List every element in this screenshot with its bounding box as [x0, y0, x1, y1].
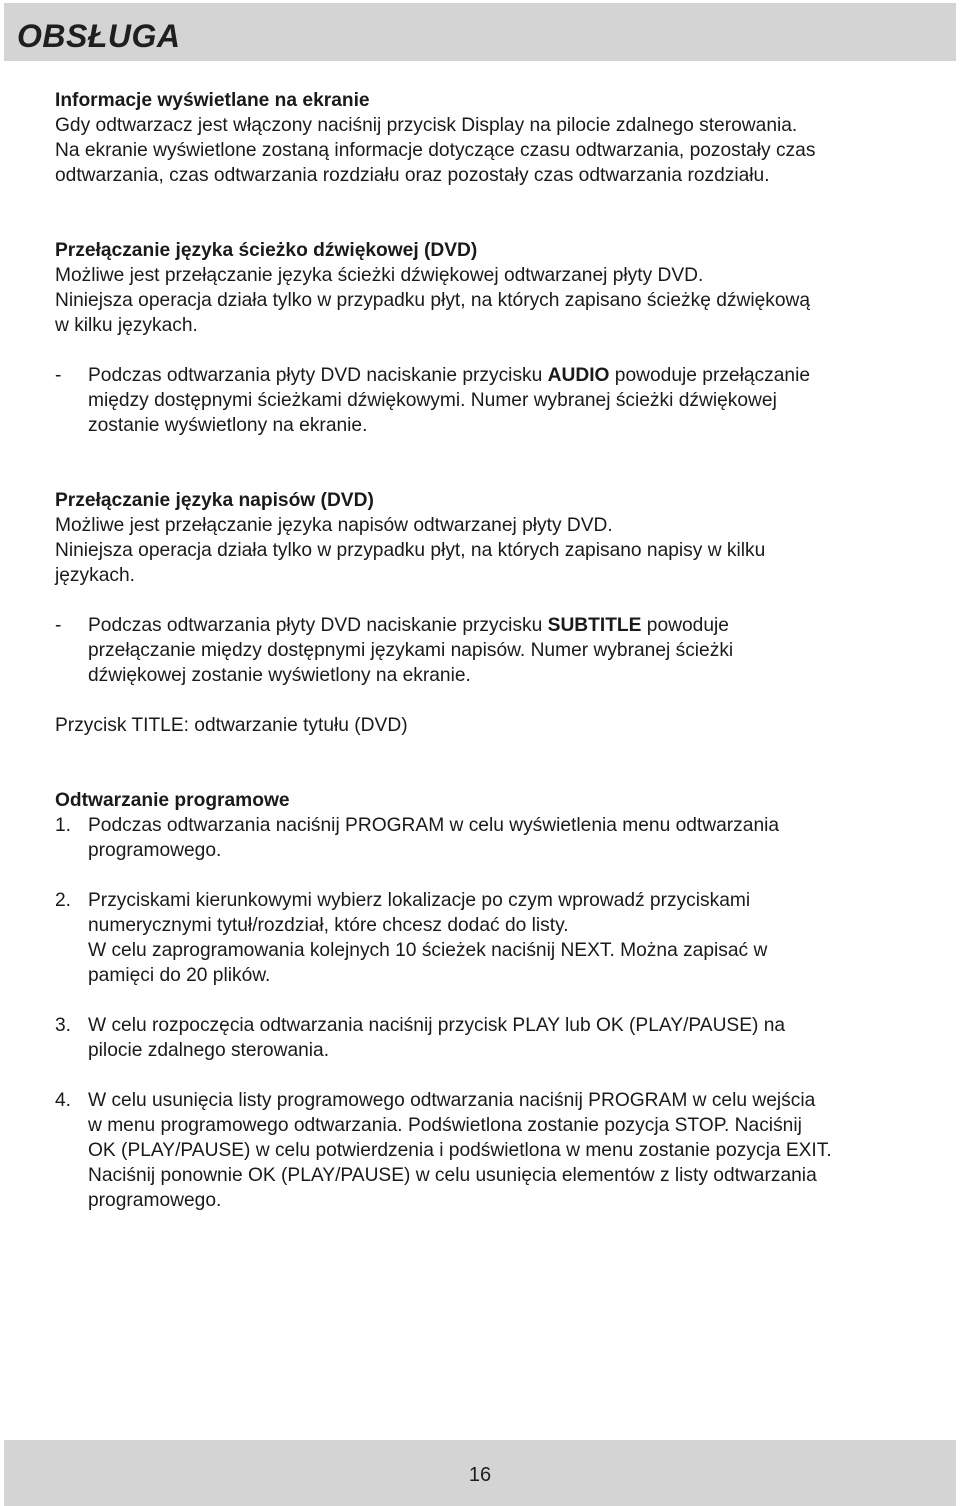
numbered-item-2	[55, 888, 955, 988]
numbered-item-4	[55, 1088, 955, 1213]
numbered-item-1	[55, 813, 955, 863]
bullet-line: Podczas odtwarzania płyty DVD naciskanie przycisku AUDIO powoduje przełączanie	[88, 365, 811, 386]
item-line: Przyciskami kierunkowymi wybierz lokalizacje po czym wprowadź przyciskami	[88, 890, 751, 911]
paragraph-line: Gdy odtwarzacz jest włączony naciśnij przycisk Display na pilocie zdalnego sterowania.	[55, 115, 798, 136]
page-title: OBSŁUGA	[17, 18, 181, 54]
item-number: 3.	[55, 1015, 72, 1036]
paragraph-line: językach.	[55, 565, 135, 586]
item-number: 1.	[55, 815, 72, 836]
paragraph-line: Możliwe jest przełączanie języka napisów odtwarzanej płyty DVD.	[55, 515, 613, 536]
item-number: 2.	[55, 890, 72, 911]
item-number: 4.	[55, 1090, 72, 1111]
header-bar	[4, 3, 956, 61]
item-line: programowego.	[88, 1190, 222, 1211]
bullet-line: między dostępnymi ścieżkami dźwiękowymi. Numer wybranej ścieżki dźwiękowej	[88, 390, 777, 411]
page-content	[55, 88, 955, 1213]
paragraph-line: odtwarzania, czas odtwarzania rozdziału oraz pozostały czas odtwarzania rozdziału.	[55, 165, 770, 186]
section-heading-audio-language: Przełączanie języka ścieżko dźwiękowej (DVD)	[55, 240, 478, 261]
bullet-item-audio	[55, 363, 955, 438]
paragraph-line: Niniejsza operacja działa tylko w przypadku płyt, na których zapisano napisy w kilku	[55, 540, 766, 561]
audio-key-label: AUDIO	[547, 365, 610, 386]
bullet-marker: -	[55, 615, 62, 636]
bullet-line: Podczas odtwarzania płyty DVD naciskanie przycisku SUBTITLE powoduje	[88, 615, 729, 636]
item-line: W celu rozpoczęcia odtwarzania naciśnij przycisk PLAY lub OK (PLAY/PAUSE) na	[88, 1015, 786, 1036]
item-line: W celu usunięcia listy programowego odtwarzania naciśnij PROGRAM w celu wejścia	[88, 1090, 816, 1111]
item-line: W celu zaprogramowania kolejnych 10 ścieżek naciśnij NEXT. Można zapisać w	[88, 940, 768, 961]
bullet-marker: -	[55, 365, 62, 386]
bullet-line: przełączanie między dostępnymi językami napisów. Numer wybranej ścieżki	[88, 640, 734, 661]
item-line: programowego.	[88, 840, 222, 861]
item-line: pamięci do 20 plików.	[88, 965, 271, 986]
section-heading-subtitle-language: Przełączanie języka napisów (DVD)	[55, 490, 374, 511]
numbered-item-3	[55, 1013, 955, 1063]
paragraph-line: Niniejsza operacja działa tylko w przypadku płyt, na których zapisano ścieżkę dźwiękową	[55, 290, 811, 311]
paragraph-line: Na ekranie wyświetlone zostaną informacje dotyczące czasu odtwarzania, pozostały czas	[55, 140, 816, 161]
subtitle-key-label: SUBTITLE	[547, 615, 642, 636]
item-line: w menu programowego odtwarzania. Podświetlona zostanie pozycja STOP. Naciśnij	[88, 1115, 802, 1136]
page-number: 16	[468, 1464, 492, 1486]
bullet-line: zostanie wyświetlony na ekranie.	[88, 415, 368, 436]
item-line: numerycznymi tytuł/rozdział, które chcesz dodać do listy.	[88, 915, 569, 936]
item-line: Podczas odtwarzania naciśnij PROGRAM w celu wyświetlenia menu odtwarzania	[88, 815, 780, 836]
item-line: OK (PLAY/PAUSE) w celu potwierdzenia i podświetlona w menu zostanie pozycja EXIT.	[88, 1140, 832, 1161]
paragraph-line: Możliwe jest przełączanie języka ścieżki dźwiękowej odtwarzanej płyty DVD.	[55, 265, 704, 286]
section-heading-display-info: Informacje wyświetlane na ekranie	[55, 90, 370, 111]
section-heading-program-playback: Odtwarzanie programowe	[55, 790, 290, 811]
bullet-item-subtitle	[55, 613, 955, 688]
bullet-line: dźwiękowej zostanie wyświetlony na ekranie.	[88, 665, 471, 686]
item-line: Naciśnij ponownie OK (PLAY/PAUSE) w celu usunięcia elementów z listy odtwarzania	[88, 1165, 817, 1186]
paragraph-line: w kilku językach.	[55, 315, 198, 336]
item-line: pilocie zdalnego sterowania.	[88, 1040, 330, 1061]
title-button-note: Przycisk TITLE: odtwarzanie tytułu (DVD)	[55, 715, 408, 736]
